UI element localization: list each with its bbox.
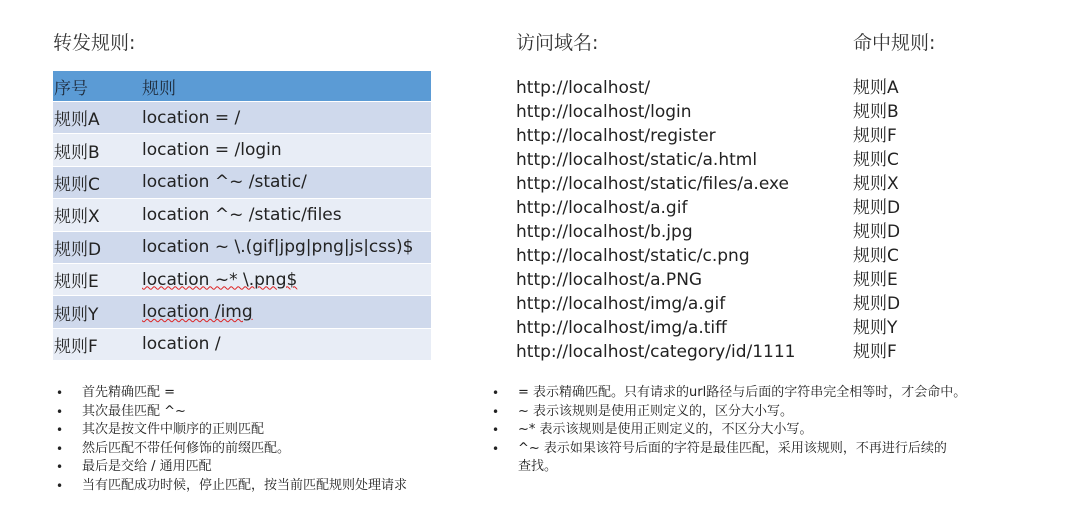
- url-item: http://localhost/b.jpg: [516, 222, 693, 242]
- url-item: http://localhost/login: [516, 102, 692, 122]
- rule-id: 规则A: [54, 110, 100, 131]
- symbol-notes: [489, 384, 966, 477]
- rule-id: 规则C: [54, 174, 100, 195]
- rule-text: location = /login: [142, 140, 282, 161]
- url-item: http://localhost/img/a.gif: [516, 294, 726, 314]
- url-item: http://localhost/a.PNG: [516, 270, 703, 290]
- url-item: http://localhost/img/a.tiff: [516, 318, 727, 338]
- rule-id: 规则F: [54, 336, 98, 357]
- rules-table: [53, 71, 431, 361]
- url-item: http://localhost/static/c.png: [516, 246, 750, 266]
- url-item: http://localhost/a.gif: [516, 198, 688, 218]
- list-item: • 首先精确匹配 =: [53, 384, 407, 403]
- rule-text: location /img: [142, 302, 253, 323]
- table-row: [53, 296, 431, 328]
- rule-text: location ~ \.(gif|jpg|png|js|css)$: [142, 237, 414, 258]
- url-item: http://localhost/register: [516, 126, 716, 146]
- table-row: [53, 232, 431, 264]
- table-row: [53, 134, 431, 166]
- url-list: [516, 76, 795, 364]
- hit-item: 规则B: [853, 102, 899, 122]
- table-row: [53, 329, 431, 361]
- list-item: • ~ 表示该规则是使用正则定义的，区分大小写。: [489, 403, 966, 422]
- rule-text: location ~* \.png$: [142, 269, 298, 290]
- rule-text: location = /: [142, 107, 241, 128]
- hit-item: 规则A: [853, 78, 899, 98]
- table-row: [53, 264, 431, 296]
- rule-id: 规则E: [54, 272, 99, 293]
- hit-item: 规则E: [853, 270, 898, 290]
- list-item: • 当有匹配成功时候，停止匹配，按当前匹配规则处理请求: [53, 477, 407, 496]
- table-row: [53, 167, 431, 199]
- hit-item: 规则C: [853, 150, 899, 170]
- hit-item: 规则D: [853, 198, 901, 218]
- url-item: http://localhost/static/files/a.exe: [516, 174, 789, 194]
- url-item: http://localhost/: [516, 78, 651, 98]
- rule-text: location ^~ /static/: [142, 172, 307, 193]
- hit-item: 规则Y: [853, 318, 898, 338]
- hit-list: [853, 76, 900, 364]
- hit-item: 规则X: [853, 174, 899, 194]
- table-row: [53, 199, 431, 231]
- list-item: • ~* 表示该规则是使用正则定义的，不区分大小写。: [489, 421, 966, 440]
- list-item: • = 表示精确匹配。只有请求的url路径与后面的字符串完全相等时，才会命中。: [489, 384, 966, 403]
- list-item: • 最后是交给 / 通用匹配: [53, 458, 407, 477]
- hit-rule-heading: 命中规则:: [853, 32, 936, 54]
- hit-item: 规则D: [853, 294, 901, 314]
- domain-heading: 访问域名:: [516, 32, 599, 54]
- list-item: • 其次是按文件中顺序的正则匹配: [53, 421, 407, 440]
- hit-item: 规则F: [853, 126, 897, 146]
- hit-item: 规则C: [853, 246, 899, 266]
- rule-id: 规则X: [54, 207, 100, 228]
- rules-table-header: [53, 71, 431, 102]
- url-item: http://localhost/category/id/1111: [516, 342, 796, 362]
- header-rule: 规则: [142, 78, 176, 99]
- hit-item: 规则D: [853, 222, 901, 242]
- url-item: http://localhost/static/a.html: [516, 150, 758, 170]
- rule-id: 规则B: [54, 142, 100, 163]
- list-item: • 然后匹配不带任何修饰的前缀匹配。: [53, 440, 407, 459]
- rule-id: 规则Y: [54, 304, 99, 325]
- rule-text: location ^~ /static/files: [142, 204, 342, 225]
- rule-text: location /: [142, 334, 221, 355]
- forward-rules-heading: 转发规则:: [53, 32, 136, 54]
- priority-notes: [53, 384, 407, 495]
- list-item: • 其次最佳匹配 ^~: [53, 403, 407, 422]
- list-item-continuation: 查找。: [518, 459, 558, 474]
- table-row: [53, 102, 431, 134]
- list-item: • ^~ 表示如果该符号后面的字符是最佳匹配，采用该规则，不再进行后续的: [489, 440, 966, 459]
- hit-item: 规则F: [853, 342, 897, 362]
- rule-id: 规则D: [54, 239, 102, 260]
- header-id: 序号: [54, 78, 88, 99]
